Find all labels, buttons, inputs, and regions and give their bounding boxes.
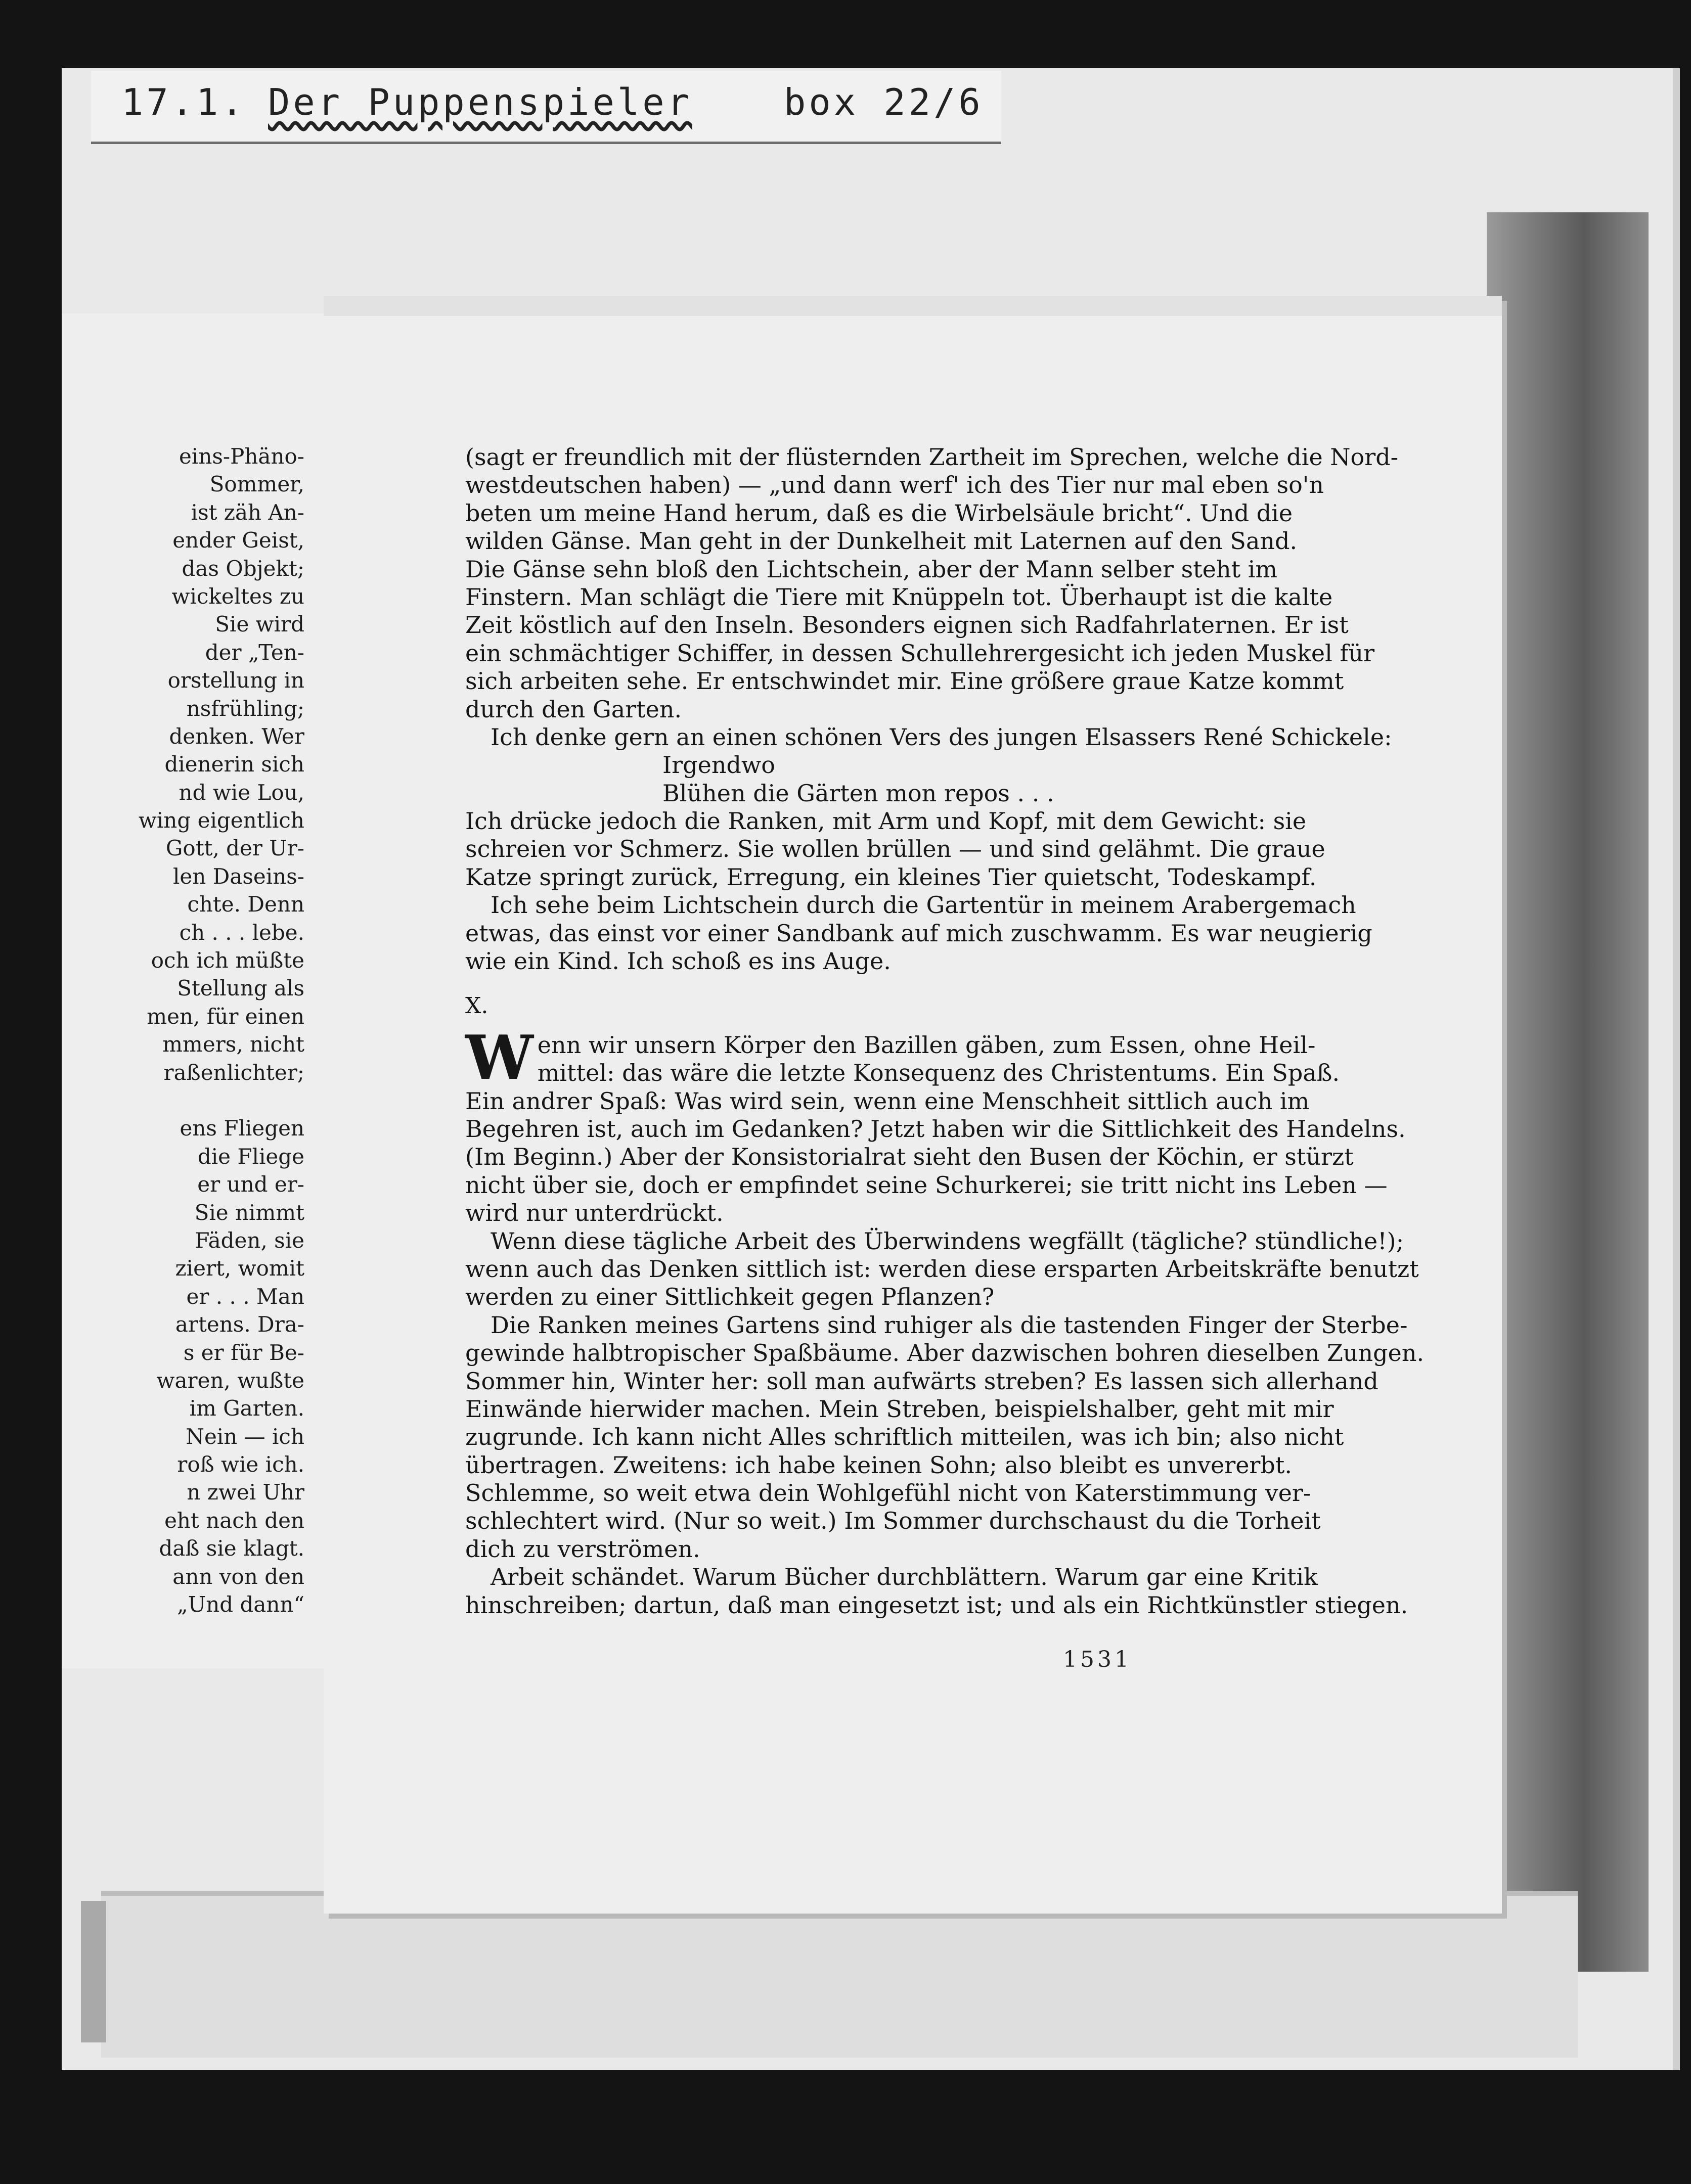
paragraph-5 — [465, 1022, 1406, 1227]
text-line: sich arbeiten sehe. Er entschwindet mir. Eine größere graue Katze kommt — [465, 667, 1344, 695]
drop-cap: W — [465, 1022, 533, 1094]
left-clipping-line: er . . . Man — [186, 1284, 304, 1309]
header-number: 17.1. — [121, 81, 246, 123]
page-number: 1531 — [1063, 1647, 1132, 1672]
left-clipping-line: wickeltes zu — [171, 583, 304, 609]
left-clipping-line: nsfrühling; — [186, 696, 304, 721]
left-clipping-line: mmers, nicht — [162, 1032, 304, 1057]
text-line: Einwände hierwider machen. Mein Streben, beispielshalber, geht mit mir — [465, 1395, 1334, 1423]
text-line: Schlemme, so weit etwa dein Wohlgefühl nicht von Katerstimmung ver- — [465, 1479, 1311, 1507]
left-clipping-line: ch . . . lebe. — [179, 920, 304, 945]
text-line: schreien vor Schmerz. Sie wollen brüllen — und sind gelähmt. Die graue — [465, 835, 1325, 863]
paragraph-7 — [465, 1311, 1425, 1564]
article-body — [465, 443, 1425, 1619]
text-line: Die Ranken meines Gartens sind ruhiger als die tastenden Finger der Sterbe- — [491, 1311, 1408, 1339]
left-clipping-line: roß wie ich. — [177, 1452, 304, 1477]
archive-header — [91, 71, 1001, 144]
left-clipping-line: n zwei Uhr — [187, 1480, 304, 1505]
text-line: (sagt er freundlich mit der flüsternden Zartheit im Sprechen, welche die Nord- — [465, 443, 1399, 471]
main-clipping — [324, 296, 1502, 1914]
left-clipping-line: men, für einen — [147, 1004, 304, 1029]
left-clipping-lines — [62, 442, 304, 1618]
header-box: box 22/6 — [784, 81, 984, 123]
text-line: hinschreiben; dartun, daß man eingesetzt ist; und als ein Richtkünstler stiegen. — [465, 1591, 1408, 1619]
text-line: übertragen. Zweitens: ich habe keinen Sohn; also bleibt es unvererbt. — [465, 1451, 1292, 1479]
verse-line-2: Blühen die Gärten mon repos . . . — [662, 779, 1054, 807]
left-clipping-line: chte. Denn — [187, 892, 304, 917]
left-clipping-line: raßenlichter; — [163, 1060, 304, 1085]
left-clipping-line: die Fliege — [197, 1144, 304, 1169]
left-clipping-line: orstellung in — [167, 668, 304, 693]
left-clipping-line: das Objekt; — [182, 556, 304, 581]
left-clipping-line: s er für Be- — [183, 1340, 304, 1365]
text-line: enn wir unsern Körper den Bazillen gäben, zum Essen, ohne Heil- — [537, 1031, 1316, 1059]
left-clipping-line: ann von den — [172, 1564, 304, 1589]
left-clipping-line: Sommer, — [209, 472, 304, 497]
left-clipping-line: eht nach den — [164, 1508, 304, 1533]
left-clipping-line: nd wie Lou, — [179, 780, 304, 805]
left-clipping-line: eins-Phäno- — [179, 444, 304, 469]
left-clipping-line: Gott, der Ur- — [165, 836, 304, 861]
text-line: Ich drücke jedoch die Ranken, mit Arm und Kopf, mit dem Gewicht: sie — [465, 807, 1307, 835]
text-line: (Im Beginn.) Aber der Konsistorialrat sieht den Busen der Köchin, er stürzt — [465, 1143, 1354, 1171]
sheet-left-edge — [81, 1901, 106, 2042]
text-line: ein schmächtiger Schiffer, in dessen Schullehrergesicht ich jeden Muskel für — [465, 639, 1375, 667]
paragraph-3 — [465, 807, 1325, 891]
text-line: Katze springt zurück, Erregung, ein kleines Tier quietscht, Todeskampf. — [465, 863, 1317, 891]
text-line: dich zu verströmen. — [465, 1535, 700, 1563]
text-line: Zeit köstlich auf den Inseln. Besonders eignen sich Radfahrlaternen. Er ist — [465, 611, 1349, 639]
text-line: Die Gänse sehn bloß den Lichtschein, aber der Mann selber steht im — [465, 555, 1278, 583]
text-line: beten um meine Hand herum, daß es die Wirbelsäule bricht“. Und die — [465, 499, 1293, 527]
text-line: etwas, das einst vor einer Sandbank auf mich zuschwamm. Es war neugierig — [465, 919, 1372, 947]
left-clipping-line: im Garten. — [189, 1396, 304, 1421]
text-line: Finstern. Man schlägt die Tiere mit Knüppeln tot. Überhaupt ist die kalte — [465, 583, 1333, 611]
left-clipping-line: artens. Dra- — [175, 1312, 304, 1337]
left-clipping-line: wing eigentlich — [138, 808, 304, 833]
left-clipping-line: ziert, womit — [175, 1256, 304, 1281]
text-line: Ich sehe beim Lichtschein durch die Gartentür in meinem Arabergemach — [491, 891, 1356, 919]
left-clipping-line: len Daseins- — [172, 863, 304, 889]
text-line: gewinde halbtropischer Spaßbäume. Aber dazwischen bohren dieselben Zungen. — [465, 1339, 1425, 1367]
left-clipping-line: der „Ten- — [205, 640, 304, 665]
left-clipping-line: „Und dann“ — [177, 1592, 304, 1617]
left-clipping-line: Sie nimmt — [194, 1200, 304, 1225]
left-clipping-line: och ich müßte — [151, 948, 304, 973]
text-line: mittel: das wäre die letzte Konsequenz des Christentums. Ein Spaß. — [537, 1059, 1340, 1087]
text-line: westdeutschen haben) — „und dann werf' ich des Tier nur mal eben so'n — [465, 471, 1324, 499]
left-clipping-line: er und er- — [197, 1172, 304, 1197]
left-clipping-line: Sie wird — [215, 612, 304, 637]
text-line: Wenn diese tägliche Arbeit des Überwindens wegfällt (tägliche? stündliche!); — [491, 1227, 1404, 1255]
text-line: wilden Gänse. Man geht in der Dunkelheit mit Laternen auf den Sand. — [465, 527, 1298, 555]
paragraph-5-lines — [465, 1022, 1406, 1227]
section-heading: X. — [465, 993, 488, 1019]
paragraph-4 — [465, 891, 1372, 975]
left-clipping-line: Stellung als — [177, 976, 304, 1001]
left-clipping-line: dienerin sich — [164, 752, 304, 777]
left-clipping-line: ender Geist, — [172, 528, 304, 553]
left-clipping-line: Fäden, sie — [195, 1227, 304, 1253]
text-line: zugrunde. Ich kann nicht Alles schriftlich mitteilen, was ich bin; also nicht — [465, 1423, 1344, 1451]
left-clipping-line: Nein — ich — [186, 1424, 304, 1449]
left-clipping-line: ens Fliegen — [180, 1116, 304, 1141]
header-title: Der Puppenspieler — [268, 81, 692, 123]
left-clipping-line — [62, 1086, 304, 1114]
left-clipping-line: waren, wußte — [156, 1368, 304, 1393]
text-line: Arbeit schändet. Warum Bücher durchblättern. Warum gar eine Kritik — [491, 1563, 1318, 1591]
text-line: durch den Garten. — [465, 695, 682, 723]
text-line: nicht über sie, doch er empfindet seine Schurkerei; sie tritt nicht ins Leben — — [465, 1171, 1388, 1199]
text-line: wenn auch das Denken sittlich ist: werden diese ersparten Arbeitskräfte benutzt — [465, 1255, 1419, 1283]
sheet-lower-edge — [101, 1891, 1578, 2058]
paragraph-8 — [465, 1563, 1408, 1619]
paragraph-1 — [465, 443, 1399, 723]
text-line: wie ein Kind. Ich schoß es ins Auge. — [465, 947, 891, 975]
verse-line-1: Irgendwo — [662, 751, 775, 779]
text-line: wird nur unterdrückt. — [465, 1199, 724, 1227]
text-line: Sommer hin, Winter her: soll man aufwärts streben? Es lassen sich allerhand — [465, 1367, 1378, 1395]
text-line: Begehren ist, auch im Gedanken? Jetzt haben wir die Sittlichkeit des Handelns. — [465, 1115, 1406, 1143]
paragraph-2: Ich denke gern an einen schönen Vers des jungen Elsassers René Schickele: — [491, 723, 1392, 751]
left-clipping-line: denken. Wer — [169, 723, 304, 749]
text-line: werden zu einer Sittlichkeit gegen Pflanzen? — [465, 1283, 995, 1311]
sheet-shadow — [1487, 212, 1649, 1972]
paragraph-6 — [465, 1227, 1419, 1311]
text-line: Ein andrer Spaß: Was wird sein, wenn eine Menschheit sittlich auch im — [465, 1087, 1310, 1115]
clipping-top-edge — [324, 296, 1502, 316]
left-clipping — [62, 313, 329, 1668]
text-line: schlechtert wird. (Nur so weit.) Im Sommer durchschaust du die Torheit — [465, 1507, 1321, 1535]
left-clipping-line: ist zäh An- — [191, 499, 304, 525]
left-clipping-line: daß sie klagt. — [159, 1536, 304, 1561]
